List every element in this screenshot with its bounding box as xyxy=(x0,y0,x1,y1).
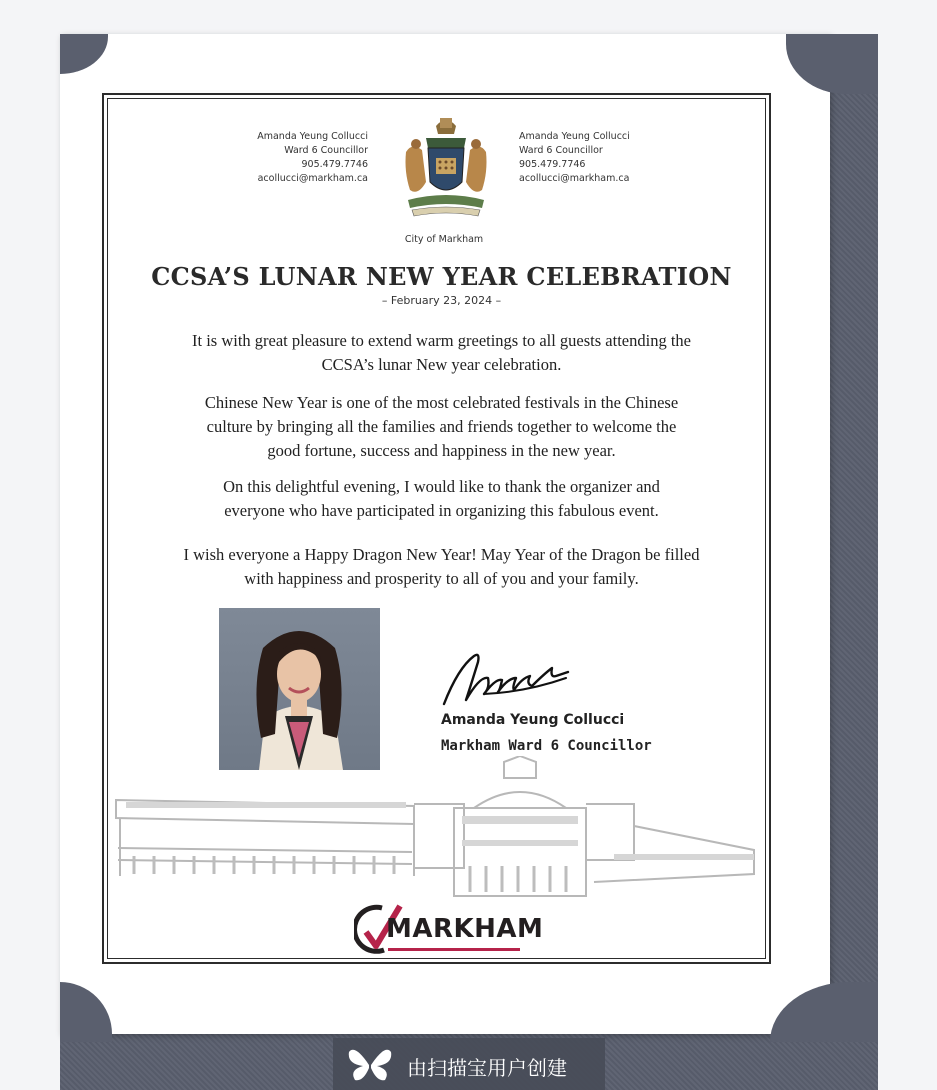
markham-wordmark: MARKHAM xyxy=(386,914,544,944)
paragraph-line: On this delightful evening, I would like to thank the organizer and xyxy=(223,477,660,496)
contact-role: Ward 6 Councillor xyxy=(519,145,603,156)
contact-block-right xyxy=(519,130,679,186)
paragraph-line: with happiness and prosperity to all of you and your family. xyxy=(244,569,639,588)
paragraph-thanks xyxy=(130,475,753,523)
paragraph-line: Chinese New Year is one of the most celebrated festivals in the Chinese xyxy=(204,393,679,412)
paragraph-wishes xyxy=(130,543,753,591)
paragraph-line: good fortune, success and happiness in the new year. xyxy=(267,441,616,460)
paragraph-line: everyone who have participated in organizing this fabulous event. xyxy=(224,501,659,520)
coat-of-arms-icon xyxy=(398,112,494,224)
paragraph-line: I wish everyone a Happy Dragon New Year! May Year of the Dragon be filled xyxy=(183,545,700,564)
contact-phone: 905.479.7746 xyxy=(301,159,368,170)
contact-name: Amanda Yeung Collucci xyxy=(257,131,368,142)
paragraph-greeting xyxy=(130,329,753,377)
contact-phone: 905.479.7746 xyxy=(519,159,586,170)
watermark-text: 由扫描宝用户创建 xyxy=(407,1056,567,1080)
contact-role: Ward 6 Councillor xyxy=(284,145,368,156)
paragraph-line: It is with great pleasure to extend warm greetings to all guests attending the xyxy=(192,331,691,350)
paragraph-festival xyxy=(130,391,753,463)
signer-name: Amanda Yeung Collucci xyxy=(441,712,625,728)
letter-title: CCSA’S LUNAR NEW YEAR CELEBRATION xyxy=(151,262,732,291)
civic-centre-illustration xyxy=(114,756,759,898)
scan-watermark xyxy=(333,1038,605,1090)
paragraph-line: CCSA’s lunar New year celebration. xyxy=(321,355,562,374)
paragraph-line: culture by bringing all the families and friends together to welcome the xyxy=(206,417,677,436)
signer-title: Markham Ward 6 Councillor xyxy=(441,738,652,754)
councillor-portrait xyxy=(219,608,380,770)
handwritten-signature xyxy=(440,648,580,710)
butterfly-icon xyxy=(347,1048,393,1082)
crest-caption: City of Markham xyxy=(404,234,484,245)
contact-block-left xyxy=(208,130,368,186)
portrait-illustration xyxy=(219,608,380,770)
contact-email: acollucci@markham.ca xyxy=(257,173,368,184)
contact-name: Amanda Yeung Collucci xyxy=(519,131,630,142)
contact-email: acollucci@markham.ca xyxy=(519,173,630,184)
letter-date: – February 23, 2024 – xyxy=(381,294,502,307)
